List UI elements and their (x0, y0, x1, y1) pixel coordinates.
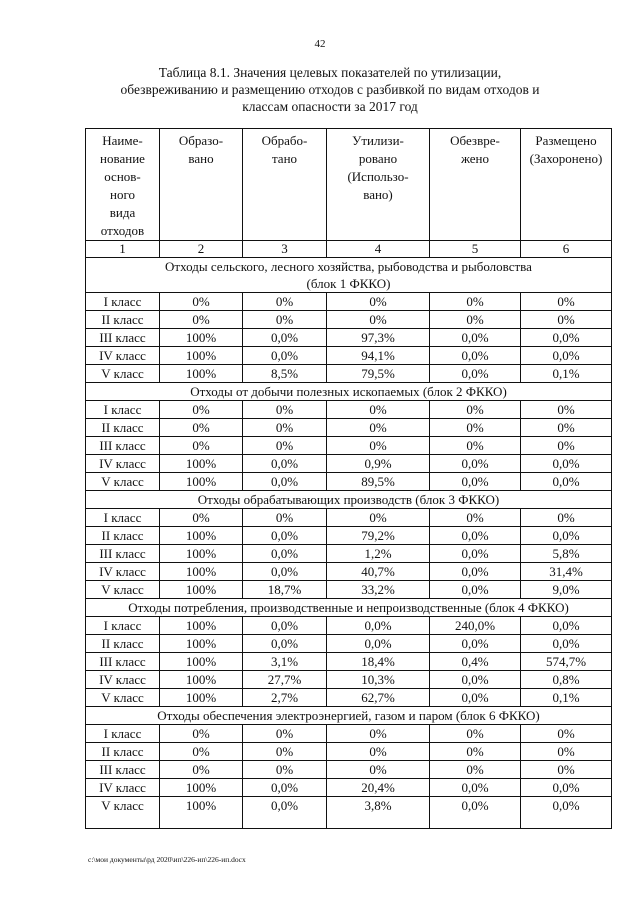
table-row (86, 293, 612, 311)
header-row (86, 129, 612, 241)
value-cell: 0% (243, 293, 327, 311)
value-cell: 0% (327, 725, 430, 743)
table-row (86, 743, 612, 761)
column-header-line: Утилизи- (352, 133, 404, 148)
value-cell: 33,2% (327, 581, 430, 599)
column-header (521, 129, 612, 241)
value-cell: 40,7% (327, 563, 430, 581)
value-cell: 0,0% (243, 455, 327, 473)
table-row (86, 401, 612, 419)
section-title (86, 599, 612, 617)
value-cell: 0% (327, 419, 430, 437)
column-header (327, 129, 430, 241)
value-cell: 0,8% (521, 671, 612, 689)
value-cell: 0,0% (327, 635, 430, 653)
value-cell: 9,0% (521, 581, 612, 599)
hazard-class-cell: III класс (86, 653, 160, 671)
waste-targets-table (85, 128, 612, 829)
hazard-class-cell: I класс (86, 617, 160, 635)
hazard-class-cell: III класс (86, 761, 160, 779)
section-title (86, 258, 612, 293)
value-cell: 0,0% (521, 527, 612, 545)
table-row (86, 617, 612, 635)
value-cell: 100% (160, 689, 243, 707)
hazard-class-cell: I класс (86, 509, 160, 527)
value-cell: 100% (160, 455, 243, 473)
section-title-line: Отходы обрабатывающих производств (блок 3 ФККО) (197, 492, 500, 507)
table-row (86, 581, 612, 599)
value-cell: 100% (160, 527, 243, 545)
column-number: 3 (243, 241, 327, 258)
value-cell: 0,0% (243, 797, 327, 829)
value-cell: 0% (160, 437, 243, 455)
column-number: 4 (327, 241, 430, 258)
value-cell: 100% (160, 581, 243, 599)
section-title-line: Отходы сельского, лесного хозяйства, рыбоводства и рыболовства (165, 259, 532, 274)
table-caption (100, 64, 560, 115)
column-header-line: жено (460, 151, 490, 166)
value-cell: 0,0% (430, 473, 521, 491)
page-number: 42 (314, 38, 326, 50)
section-title-line: Отходы от добычи полезных ископаемых (блок 2 ФККО) (190, 384, 507, 399)
column-header-line: вида (109, 205, 136, 220)
value-cell: 3,1% (243, 653, 327, 671)
value-cell: 0% (430, 437, 521, 455)
value-cell: 0% (430, 419, 521, 437)
value-cell: 0% (327, 761, 430, 779)
hazard-class-cell: III класс (86, 329, 160, 347)
section-header-row (86, 258, 612, 293)
value-cell: 100% (160, 365, 243, 383)
table-row (86, 437, 612, 455)
column-header-line: Наиме- (102, 133, 143, 148)
column-header-line: вано (188, 151, 214, 166)
table-row (86, 329, 612, 347)
value-cell: 5,8% (521, 545, 612, 563)
value-cell: 27,7% (243, 671, 327, 689)
value-cell: 0% (160, 419, 243, 437)
column-header-line: Обрабо- (261, 133, 308, 148)
value-cell: 100% (160, 617, 243, 635)
hazard-class-cell: V класс (86, 797, 160, 829)
table-row (86, 653, 612, 671)
value-cell: 0,0% (243, 527, 327, 545)
section-title (86, 707, 612, 725)
column-header-line: Размещено (535, 133, 597, 148)
value-cell: 0,0% (521, 635, 612, 653)
value-cell: 0% (521, 725, 612, 743)
table-row (86, 473, 612, 491)
table-row (86, 635, 612, 653)
column-number: 5 (430, 241, 521, 258)
value-cell: 0,0% (430, 689, 521, 707)
value-cell: 574,7% (521, 653, 612, 671)
column-header-line: (Использо- (347, 169, 409, 184)
value-cell: 0% (521, 437, 612, 455)
hazard-class-cell: II класс (86, 527, 160, 545)
value-cell: 0% (243, 311, 327, 329)
value-cell: 0% (327, 401, 430, 419)
value-cell: 94,1% (327, 347, 430, 365)
value-cell: 0% (521, 743, 612, 761)
column-header-line: ного (110, 187, 135, 202)
value-cell: 100% (160, 797, 243, 829)
value-cell: 0,0% (243, 779, 327, 797)
value-cell: 0,0% (243, 329, 327, 347)
value-cell: 0% (160, 311, 243, 329)
section-header-row (86, 383, 612, 401)
value-cell: 0% (327, 437, 430, 455)
value-cell: 0% (160, 725, 243, 743)
table-row (86, 671, 612, 689)
value-cell: 2,7% (243, 689, 327, 707)
value-cell: 100% (160, 635, 243, 653)
value-cell: 0% (327, 509, 430, 527)
value-cell: 100% (160, 671, 243, 689)
value-cell: 0,0% (430, 545, 521, 563)
value-cell: 0,0% (430, 563, 521, 581)
hazard-class-cell: IV класс (86, 779, 160, 797)
column-number: 1 (86, 241, 160, 258)
table-row (86, 347, 612, 365)
table-row (86, 509, 612, 527)
column-number-row (86, 241, 612, 258)
section-header-row (86, 599, 612, 617)
column-header-line: ровано (358, 151, 398, 166)
value-cell: 97,3% (327, 329, 430, 347)
value-cell: 0% (430, 293, 521, 311)
table-row (86, 563, 612, 581)
value-cell: 0,0% (430, 347, 521, 365)
value-cell: 0,9% (327, 455, 430, 473)
caption-line: классам опасности за 2017 год (242, 99, 418, 114)
value-cell: 0,0% (243, 563, 327, 581)
column-header (430, 129, 521, 241)
value-cell: 0,0% (327, 617, 430, 635)
table-row (86, 419, 612, 437)
column-header-line: Обезвре- (450, 133, 500, 148)
value-cell: 0,0% (430, 527, 521, 545)
value-cell: 0% (243, 419, 327, 437)
section-title-line: (блок 1 ФККО) (306, 276, 391, 291)
value-cell: 0% (430, 509, 521, 527)
value-cell: 0,0% (243, 347, 327, 365)
value-cell: 0% (327, 743, 430, 761)
hazard-class-cell: I класс (86, 293, 160, 311)
hazard-class-cell: II класс (86, 635, 160, 653)
value-cell: 0,0% (430, 455, 521, 473)
section-title (86, 383, 612, 401)
value-cell: 3,8% (327, 797, 430, 829)
value-cell: 0% (521, 761, 612, 779)
hazard-class-cell: I класс (86, 725, 160, 743)
table-row (86, 365, 612, 383)
table-row (86, 779, 612, 797)
column-header-line: вано) (363, 187, 393, 202)
value-cell: 1,2% (327, 545, 430, 563)
value-cell: 0% (243, 725, 327, 743)
value-cell: 100% (160, 779, 243, 797)
hazard-class-cell: II класс (86, 743, 160, 761)
value-cell: 79,2% (327, 527, 430, 545)
caption-line: обезвреживанию и размещению отходов с разбивкой по видам отходов и (120, 82, 540, 97)
value-cell: 0% (521, 311, 612, 329)
value-cell: 0% (430, 761, 521, 779)
value-cell: 8,5% (243, 365, 327, 383)
value-cell: 0,0% (521, 329, 612, 347)
value-cell: 0,0% (430, 635, 521, 653)
value-cell: 0% (160, 401, 243, 419)
value-cell: 18,7% (243, 581, 327, 599)
hazard-class-cell: V класс (86, 365, 160, 383)
value-cell: 0,0% (521, 455, 612, 473)
hazard-class-cell: IV класс (86, 671, 160, 689)
table-row (86, 455, 612, 473)
value-cell: 100% (160, 473, 243, 491)
value-cell: 100% (160, 563, 243, 581)
value-cell: 62,7% (327, 689, 430, 707)
section-header-row (86, 491, 612, 509)
value-cell: 0% (243, 437, 327, 455)
value-cell: 0,0% (243, 617, 327, 635)
hazard-class-cell: III класс (86, 545, 160, 563)
table-row (86, 545, 612, 563)
value-cell: 0,0% (521, 473, 612, 491)
hazard-class-cell: V класс (86, 473, 160, 491)
hazard-class-cell: IV класс (86, 347, 160, 365)
value-cell: 0% (521, 293, 612, 311)
value-cell: 89,5% (327, 473, 430, 491)
value-cell: 0,1% (521, 689, 612, 707)
value-cell: 31,4% (521, 563, 612, 581)
value-cell: 0% (327, 293, 430, 311)
column-number: 2 (160, 241, 243, 258)
table-row (86, 311, 612, 329)
value-cell: 0,0% (243, 635, 327, 653)
value-cell: 100% (160, 545, 243, 563)
value-cell: 0,0% (430, 797, 521, 829)
value-cell: 0,1% (521, 365, 612, 383)
value-cell: 0% (521, 401, 612, 419)
column-header-line: Образо- (178, 133, 224, 148)
value-cell: 0% (430, 311, 521, 329)
table-row (86, 725, 612, 743)
table-row (86, 761, 612, 779)
section-title-line: Отходы потребления, производственные и непроизводственные (блок 4 ФККО) (128, 600, 569, 615)
value-cell: 0% (243, 401, 327, 419)
value-cell: 0% (430, 725, 521, 743)
value-cell: 0,0% (521, 779, 612, 797)
section-title (86, 491, 612, 509)
value-cell: 0% (160, 293, 243, 311)
value-cell: 0,4% (430, 653, 521, 671)
value-cell: 20,4% (327, 779, 430, 797)
table-row (86, 797, 612, 829)
column-header-line: тано (271, 151, 298, 166)
value-cell: 0,0% (521, 617, 612, 635)
table-row (86, 527, 612, 545)
value-cell: 0% (160, 509, 243, 527)
value-cell: 0% (327, 311, 430, 329)
value-cell: 0% (160, 761, 243, 779)
hazard-class-cell: IV класс (86, 455, 160, 473)
value-cell: 10,3% (327, 671, 430, 689)
section-title-line: Отходы обеспечения электроэнергией, газом и паром (блок 6 ФККО) (157, 708, 540, 723)
value-cell: 0% (521, 419, 612, 437)
value-cell: 240,0% (430, 617, 521, 635)
value-cell: 0,0% (430, 671, 521, 689)
column-header (160, 129, 243, 241)
value-cell: 100% (160, 347, 243, 365)
value-cell: 18,4% (327, 653, 430, 671)
waste-targets-table-wrap (85, 128, 611, 829)
hazard-class-cell: III класс (86, 437, 160, 455)
column-header-line: основ- (104, 169, 141, 184)
hazard-class-cell: IV класс (86, 563, 160, 581)
section-header-row (86, 707, 612, 725)
table-body (86, 258, 612, 829)
table-row (86, 689, 612, 707)
value-cell: 0,0% (521, 347, 612, 365)
value-cell: 0% (430, 743, 521, 761)
value-cell: 0% (243, 509, 327, 527)
value-cell: 79,5% (327, 365, 430, 383)
hazard-class-cell: II класс (86, 311, 160, 329)
column-header (86, 129, 160, 241)
caption-line: Таблица 8.1. Значения целевых показателей по утилизации, (158, 65, 502, 80)
column-number: 6 (521, 241, 612, 258)
value-cell: 100% (160, 329, 243, 347)
value-cell: 0% (243, 761, 327, 779)
value-cell: 0,0% (521, 797, 612, 829)
value-cell: 0% (430, 401, 521, 419)
value-cell: 0,0% (430, 365, 521, 383)
hazard-class-cell: II класс (86, 419, 160, 437)
hazard-class-cell: I класс (86, 401, 160, 419)
value-cell: 0,0% (243, 545, 327, 563)
value-cell: 0,0% (243, 473, 327, 491)
value-cell: 0% (243, 743, 327, 761)
column-header (243, 129, 327, 241)
value-cell: 0,0% (430, 329, 521, 347)
document-file-path: c:\мои документы\рд 2020\ип\226-ип\226-ип.docx (88, 855, 246, 864)
hazard-class-cell: V класс (86, 581, 160, 599)
value-cell: 0% (521, 509, 612, 527)
hazard-class-cell: V класс (86, 689, 160, 707)
column-header-line: (Захоронено) (529, 151, 603, 166)
value-cell: 100% (160, 653, 243, 671)
column-header-line: нование (100, 151, 145, 166)
value-cell: 0,0% (430, 779, 521, 797)
value-cell: 0,0% (430, 581, 521, 599)
column-header-line: отходов (100, 223, 145, 238)
value-cell: 0% (160, 743, 243, 761)
